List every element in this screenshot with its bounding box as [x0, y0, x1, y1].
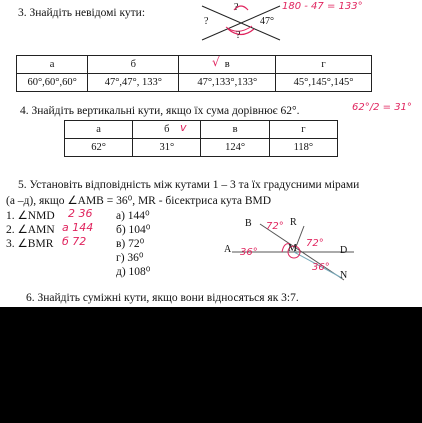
handwritten-calc-180: 180 - 47 = 133°	[282, 1, 363, 12]
handwritten-v-mark: v	[180, 121, 187, 134]
task3-table	[16, 55, 372, 92]
header-b: б	[88, 56, 179, 74]
handwritten-answer-1: 2 36	[68, 207, 93, 220]
black-area	[0, 307, 422, 423]
task6-title: 6. Знайдіть суміжні кути, якщо вони відносяться як 3:7.	[26, 292, 299, 304]
task3-title: 3. Знайдіть невідомі кути:	[18, 7, 146, 19]
header-g: г	[276, 56, 372, 74]
task5-line2: (а –д), якщо ∠AMB = 36⁰, MR - бісектриса кута BMD	[6, 195, 272, 207]
cell-a: 60°,60°,60°	[17, 74, 88, 92]
hw-angle-72-right: 72°	[306, 238, 324, 249]
header-a: а	[65, 121, 133, 139]
cell-v: 47°,133°,133°	[179, 74, 276, 92]
angle-item-2: 2. ∠AMN	[6, 224, 55, 236]
header-g: г	[269, 121, 337, 139]
cell-g: 118°	[269, 139, 337, 157]
point-n-label: N	[340, 270, 348, 281]
handwritten-calc-62: 62°/2 = 31°	[352, 102, 412, 113]
header-a: а	[17, 56, 88, 74]
point-m-label: M	[288, 243, 297, 254]
point-a-label: A	[224, 244, 232, 255]
point-d-label: D	[340, 245, 348, 256]
header-b: б	[133, 121, 201, 139]
option-a: а) 144⁰	[116, 210, 150, 222]
task5-line1: 5. Установіть відповідність між кутами 1 – 3 та їх градусними мірами	[18, 179, 360, 191]
cell-g: 45°,145°,145°	[276, 74, 372, 92]
handwritten-answer-2: а 144	[62, 221, 94, 234]
unknown-angle-left: ?	[204, 16, 209, 27]
hw-angle-36-left: 36°	[240, 247, 258, 258]
hw-angle-72-top: 72°	[266, 221, 284, 232]
cell-b: 31°	[133, 139, 201, 157]
option-g: г) 36⁰	[116, 252, 144, 264]
unknown-angle-top: ?	[234, 2, 239, 13]
task4-table	[64, 120, 338, 157]
point-b-label: B	[245, 218, 252, 229]
handwritten-check-mark: √	[212, 55, 220, 69]
handwritten-answer-3: б 72	[62, 235, 87, 248]
angle-item-1: 1. ∠NMD	[6, 210, 55, 222]
hw-angle-36-right: 36°	[312, 262, 330, 273]
unknown-angle-bottom: ?	[236, 30, 241, 41]
option-v: в) 72⁰	[116, 238, 145, 250]
angle-47-label: 47°	[260, 16, 274, 27]
point-r-label: R	[290, 217, 297, 228]
cell-b: 47°,47°, 133°	[88, 74, 179, 92]
task4-title: 4. Знайдіть вертикальні кути, якщо їх сума дорівнює 62°.	[20, 105, 300, 117]
header-v: в	[201, 121, 269, 139]
intersecting-lines-figure	[196, 0, 288, 44]
option-b: б) 104⁰	[116, 224, 151, 236]
header-v: в	[179, 56, 276, 74]
cell-v: 124°	[201, 139, 269, 157]
angle-item-3: 3. ∠BMR	[6, 238, 54, 250]
option-d: д) 108⁰	[116, 266, 151, 278]
cell-a: 62°	[65, 139, 133, 157]
